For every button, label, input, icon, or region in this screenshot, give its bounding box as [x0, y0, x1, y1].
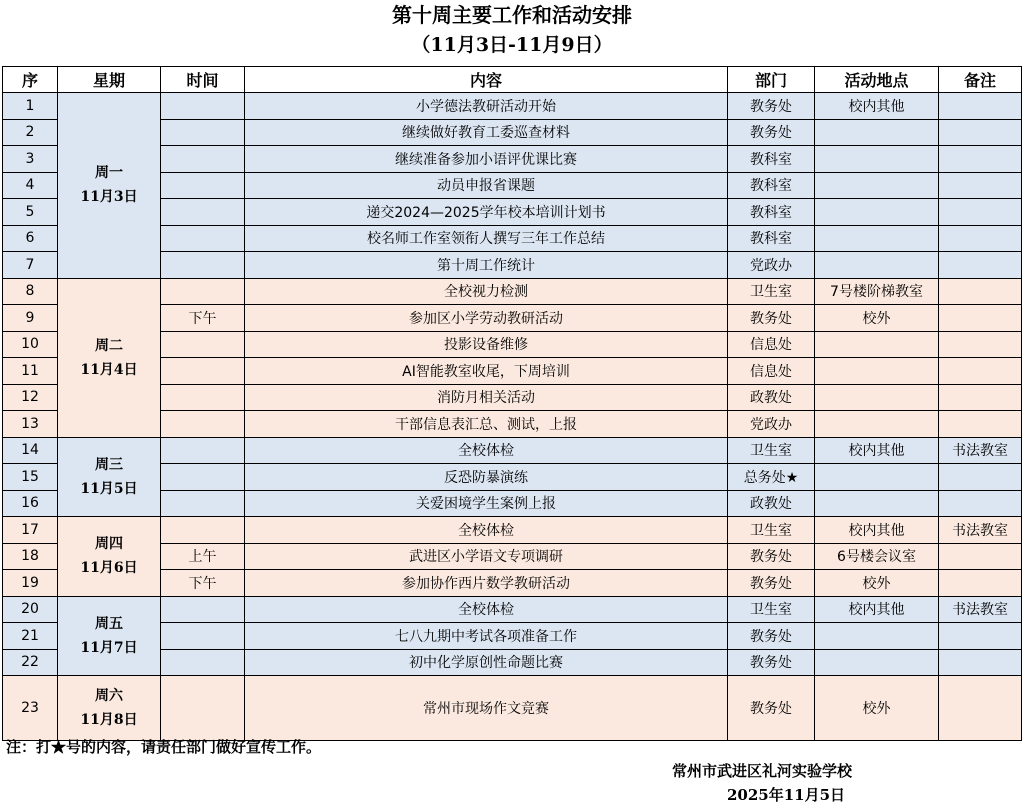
row-content: 参加协作西片数学教研活动 [245, 570, 728, 597]
row-time [161, 464, 245, 491]
row-place [815, 225, 939, 252]
row-place: 校外 [815, 676, 939, 741]
row-time [161, 490, 245, 517]
row-note [939, 93, 1022, 120]
table-row [3, 676, 1022, 741]
row-dept: 信息处 [728, 331, 815, 358]
header-dept: 部门 [728, 67, 815, 93]
row-content: 递交2024—2025学年校本培训计划书 [245, 199, 728, 226]
row-seq: 9 [3, 305, 58, 332]
row-place [815, 146, 939, 173]
row-note [939, 411, 1022, 438]
footer-note: 注：打★号的内容，请责任部门做好宣传工作。 [6, 738, 322, 756]
row-note [939, 305, 1022, 332]
row-time [161, 676, 245, 741]
row-place [815, 331, 939, 358]
row-content: 全校体检 [245, 596, 728, 623]
row-content: 七八九期中考试各项准备工作 [245, 623, 728, 650]
row-note [939, 490, 1022, 517]
row-dept: 政教处 [728, 490, 815, 517]
row-content: 武进区小学语文专项调研 [245, 543, 728, 570]
table-row [3, 278, 1022, 305]
row-time [161, 93, 245, 120]
row-dept: 教务处 [728, 623, 815, 650]
row-place [815, 172, 939, 199]
row-note [939, 252, 1022, 279]
row-dept: 信息处 [728, 358, 815, 385]
row-place: 校内其他 [815, 517, 939, 544]
row-time [161, 172, 245, 199]
row-seq: 18 [3, 543, 58, 570]
row-place: 7号楼阶梯教室 [815, 278, 939, 305]
row-seq: 14 [3, 437, 58, 464]
day-date: 11月7日 [80, 639, 138, 656]
row-content: 全校体检 [245, 517, 728, 544]
row-place [815, 411, 939, 438]
row-seq: 6 [3, 225, 58, 252]
header-place: 活动地点 [815, 67, 939, 93]
row-time [161, 119, 245, 146]
row-place: 校内其他 [815, 596, 939, 623]
row-note [939, 384, 1022, 411]
row-content: 常州市现场作文竞赛 [245, 676, 728, 741]
row-place [815, 119, 939, 146]
header-time: 时间 [161, 67, 245, 93]
row-dept: 党政办 [728, 411, 815, 438]
row-time [161, 623, 245, 650]
row-note [939, 623, 1022, 650]
row-dept: 教科室 [728, 172, 815, 199]
row-note [939, 331, 1022, 358]
row-time [161, 411, 245, 438]
day-friday [58, 596, 161, 676]
day-date: 11月6日 [80, 560, 138, 577]
row-dept: 教务处 [728, 676, 815, 741]
row-note [939, 543, 1022, 570]
day-wednesday [58, 437, 161, 517]
row-place: 校内其他 [815, 93, 939, 120]
row-content: 小学德法教研活动开始 [245, 93, 728, 120]
row-time: 上午 [161, 543, 245, 570]
row-seq: 8 [3, 278, 58, 305]
schedule-table [2, 66, 1022, 741]
row-note: 书法教室 [939, 437, 1022, 464]
row-note [939, 358, 1022, 385]
school-name: 常州市武进区礼河实验学校 [672, 762, 853, 780]
row-dept: 卫生室 [728, 517, 815, 544]
header-note: 备注 [939, 67, 1022, 93]
row-seq: 4 [3, 172, 58, 199]
row-dept: 政教处 [728, 384, 815, 411]
row-content: 全校视力检测 [245, 278, 728, 305]
row-place [815, 490, 939, 517]
row-time [161, 252, 245, 279]
row-time [161, 331, 245, 358]
row-dept: 教务处 [728, 93, 815, 120]
page-title: 第十周主要工作和活动安排 [392, 3, 632, 27]
day-thursday [58, 517, 161, 597]
row-time [161, 384, 245, 411]
row-seq: 1 [3, 93, 58, 120]
table-row [3, 437, 1022, 464]
row-note [939, 225, 1022, 252]
row-time [161, 358, 245, 385]
row-dept: 教务处 [728, 543, 815, 570]
row-note: 书法教室 [939, 517, 1022, 544]
row-note [939, 570, 1022, 597]
row-seq: 2 [3, 119, 58, 146]
row-seq: 22 [3, 649, 58, 676]
row-place [815, 252, 939, 279]
row-place [815, 623, 939, 650]
day-monday [58, 93, 161, 279]
row-content: AI智能教室收尾，下周培训 [245, 358, 728, 385]
day-name: 周四 [95, 536, 123, 553]
row-content: 初中化学原创性命题比赛 [245, 649, 728, 676]
row-dept: 教务处 [728, 119, 815, 146]
row-content: 继续准备参加小语评优课比赛 [245, 146, 728, 173]
row-dept: 党政办 [728, 252, 815, 279]
row-seq: 12 [3, 384, 58, 411]
row-content: 投影设备维修 [245, 331, 728, 358]
row-time [161, 517, 245, 544]
day-date: 11月8日 [80, 712, 138, 728]
row-dept: 教科室 [728, 146, 815, 173]
row-dept: 卫生室 [728, 596, 815, 623]
row-place: 校内其他 [815, 437, 939, 464]
header-weekday: 星期 [58, 67, 161, 93]
row-time: 下午 [161, 570, 245, 597]
row-time [161, 649, 245, 676]
row-place [815, 464, 939, 491]
row-seq: 15 [3, 464, 58, 491]
row-time [161, 437, 245, 464]
day-name: 周六 [95, 688, 123, 704]
page-subtitle: （11月3日-11月9日） [411, 34, 613, 56]
row-seq: 16 [3, 490, 58, 517]
row-seq: 11 [3, 358, 58, 385]
header-seq: 序 [3, 67, 58, 93]
table-header-row [3, 67, 1022, 93]
row-note [939, 649, 1022, 676]
row-seq: 10 [3, 331, 58, 358]
day-date: 11月5日 [80, 480, 138, 497]
table-row [3, 596, 1022, 623]
row-seq: 20 [3, 596, 58, 623]
row-time [161, 225, 245, 252]
row-place [815, 358, 939, 385]
row-content: 参加区小学劳动教研活动 [245, 305, 728, 332]
row-time [161, 199, 245, 226]
day-date: 11月4日 [80, 361, 138, 378]
row-time [161, 596, 245, 623]
row-content: 校名师工作室领衔人撰写三年工作总结 [245, 225, 728, 252]
row-dept: 教务处 [728, 305, 815, 332]
row-seq: 13 [3, 411, 58, 438]
row-note [939, 464, 1022, 491]
row-seq: 19 [3, 570, 58, 597]
row-note [939, 676, 1022, 741]
row-content: 干部信息表汇总、测试，上报 [245, 411, 728, 438]
row-note [939, 146, 1022, 173]
row-seq: 5 [3, 199, 58, 226]
row-place [815, 384, 939, 411]
row-dept: 教科室 [728, 225, 815, 252]
row-dept: 卫生室 [728, 437, 815, 464]
row-place: 6号楼会议室 [815, 543, 939, 570]
table-row [3, 517, 1022, 544]
header-content: 内容 [245, 67, 728, 93]
row-note [939, 199, 1022, 226]
row-time [161, 146, 245, 173]
row-dept: 教务处 [728, 570, 815, 597]
row-content: 反恐防暴演练 [245, 464, 728, 491]
row-place [815, 199, 939, 226]
row-content: 全校体检 [245, 437, 728, 464]
row-content: 第十周工作统计 [245, 252, 728, 279]
row-seq: 17 [3, 517, 58, 544]
table-row [3, 93, 1022, 120]
row-note: 书法教室 [939, 596, 1022, 623]
row-place: 校外 [815, 305, 939, 332]
row-content: 关爱困境学生案例上报 [245, 490, 728, 517]
day-saturday [58, 676, 161, 741]
row-dept: 教务处 [728, 649, 815, 676]
row-time [161, 278, 245, 305]
row-seq: 21 [3, 623, 58, 650]
day-name: 周五 [95, 615, 123, 632]
day-tuesday [58, 278, 161, 437]
row-seq: 7 [3, 252, 58, 279]
row-content: 消防月相关活动 [245, 384, 728, 411]
row-place [815, 649, 939, 676]
row-note [939, 172, 1022, 199]
row-note [939, 119, 1022, 146]
issue-date: 2025年11月5日 [727, 786, 846, 804]
row-seq: 23 [3, 676, 58, 741]
row-content: 继续做好教育工委巡查材料 [245, 119, 728, 146]
row-content: 动员申报省课题 [245, 172, 728, 199]
row-dept: 教科室 [728, 199, 815, 226]
row-dept: 卫生室 [728, 278, 815, 305]
row-dept: 总务处★ [728, 464, 815, 491]
day-date: 11月3日 [80, 189, 138, 206]
day-name: 周三 [95, 456, 123, 473]
row-seq: 3 [3, 146, 58, 173]
row-note [939, 278, 1022, 305]
row-time: 下午 [161, 305, 245, 332]
day-name: 周二 [95, 337, 123, 354]
day-name: 周一 [95, 165, 123, 182]
row-place: 校外 [815, 570, 939, 597]
